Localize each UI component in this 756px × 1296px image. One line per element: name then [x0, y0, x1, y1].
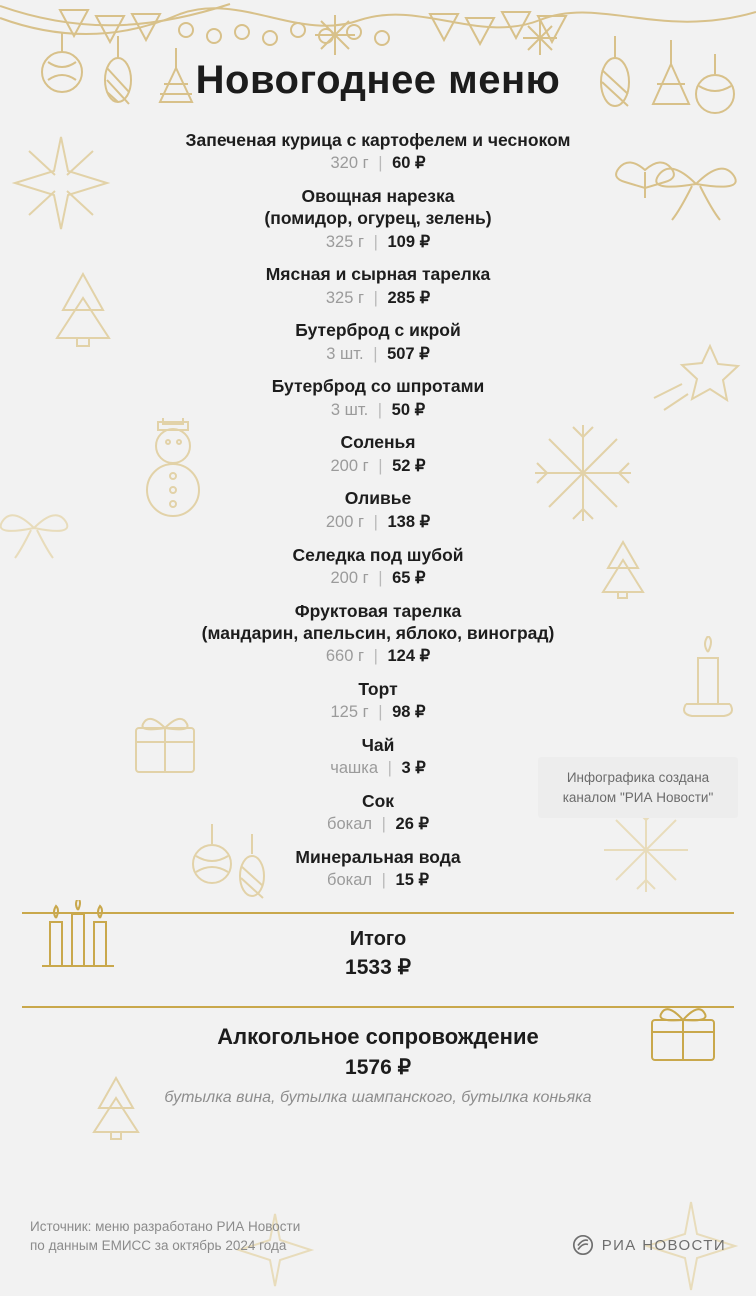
menu-item-qty: 3 шт.	[326, 344, 364, 363]
menu-item-qty: бокал	[327, 871, 373, 890]
menu-item-meta	[30, 512, 726, 533]
menu-item-meta	[30, 702, 726, 723]
menu-item-name: Бутерброд со шпротами	[271, 376, 485, 397]
footer	[0, 1217, 756, 1280]
menu-item-name: Минеральная вода	[295, 846, 461, 867]
source-note	[30, 1217, 300, 1256]
menu-item-price: 138 ₽	[387, 512, 431, 531]
menu-item-qty: 200 г	[330, 568, 369, 587]
menu-item-name: Бутерброд с икрой	[295, 320, 461, 341]
menu-item-meta	[30, 870, 726, 891]
separator: |	[373, 512, 378, 531]
menu-item-qty: 200 г	[325, 512, 365, 531]
menu-item-sub: (мандарин, апельсин, яблоко, виноград)	[201, 622, 555, 643]
separator: |	[373, 288, 378, 307]
ria-logo-icon	[572, 1234, 594, 1256]
menu-item-meta	[30, 288, 726, 309]
menu-item-meta	[30, 568, 726, 589]
brand-name: РИА НОВОСТИ	[601, 1236, 726, 1254]
menu-item	[30, 846, 726, 891]
separator: |	[373, 232, 378, 251]
total-label: Итого	[349, 927, 407, 950]
menu-item	[30, 263, 726, 308]
menu-item-price: 285 ₽	[387, 288, 431, 307]
menu-item-qty: чашка	[330, 759, 379, 778]
menu-item-meta	[30, 400, 726, 421]
page-title: Новогоднее меню	[195, 58, 561, 102]
separator: |	[381, 871, 386, 890]
menu-item-name: Сок	[361, 790, 395, 811]
menu-item	[30, 431, 726, 476]
menu-item-qty: 125 г	[330, 703, 369, 722]
menu-item	[30, 678, 726, 723]
menu-item-sub: (помидор, огурец, зелень)	[264, 208, 492, 229]
menu-item-price: 15 ₽	[395, 871, 429, 890]
menu-item-meta	[30, 456, 726, 477]
menu-item-name: Селедка под шубой	[292, 544, 464, 565]
total-value: 1533 ₽	[345, 955, 411, 979]
alcohol-value: 1576 ₽	[345, 1055, 411, 1079]
menu-item	[30, 375, 726, 420]
menu-item-price: 60 ₽	[392, 154, 426, 173]
menu-item-qty: 325 г	[325, 288, 365, 307]
menu-item-name: Торт	[358, 678, 398, 699]
menu-item-price: 26 ₽	[395, 815, 429, 834]
credit-badge: Инфографика создана каналом "РИА Новости"	[538, 757, 738, 818]
separator: |	[377, 400, 383, 419]
menu-item-name: Фруктовая тарелка	[294, 600, 462, 621]
menu-item-meta	[30, 646, 726, 667]
separator: |	[378, 154, 383, 173]
separator: |	[381, 815, 386, 834]
menu-item	[30, 600, 726, 667]
menu-item	[30, 185, 726, 252]
separator: |	[378, 456, 383, 475]
separator: |	[387, 759, 392, 778]
total-block	[0, 914, 756, 996]
menu-item-price: 50 ₽	[391, 400, 426, 419]
menu-item-price: 3 ₽	[401, 759, 426, 778]
brand-logo	[572, 1234, 726, 1256]
menu-item-name: Соленья	[340, 432, 416, 453]
menu-item-qty: бокал	[327, 815, 373, 834]
menu-item-name: Мясная и сырная тарелка	[265, 264, 491, 285]
menu-item-qty: 3 шт.	[330, 400, 369, 419]
menu-item-qty: 320 г	[330, 154, 369, 173]
separator: |	[373, 647, 378, 666]
menu-item	[30, 487, 726, 532]
menu-item-name: Оливье	[344, 488, 412, 509]
menu-item-name: Овощная нарезка	[301, 186, 455, 207]
menu-item-qty: 200 г	[330, 456, 369, 475]
alcohol-block	[0, 1008, 756, 1119]
menu-item-meta	[30, 232, 726, 253]
menu-item-price: 109 ₽	[387, 232, 431, 251]
menu-item-price: 124 ₽	[387, 647, 431, 666]
separator: |	[373, 344, 378, 363]
menu-item-qty: 660 г	[325, 647, 365, 666]
menu-item-price: 507 ₽	[387, 344, 430, 363]
menu-item-price: 52 ₽	[392, 456, 426, 475]
source-line-2: по данным ЕМИСС за октябрь 2024 года	[30, 1238, 287, 1254]
alcohol-note: бутылка вина, бутылка шампанского, бутылка коньяка	[164, 1088, 592, 1106]
source-line-1: Источник: меню разработано РИА Новости	[30, 1218, 301, 1234]
menu-item-meta	[30, 153, 726, 174]
menu-item-price: 98 ₽	[392, 703, 426, 722]
menu-item-meta	[30, 344, 726, 365]
menu-item	[30, 129, 726, 174]
menu-item-price: 65 ₽	[392, 568, 426, 587]
menu-item	[30, 319, 726, 364]
menu-item-name: Запеченая курица с картофелем и чесноком	[185, 130, 571, 150]
separator: |	[378, 703, 383, 722]
menu-item-qty: 325 г	[325, 232, 365, 251]
menu-item	[30, 544, 726, 589]
separator: |	[378, 568, 383, 587]
menu-item-name: Чай	[361, 734, 395, 755]
alcohol-label: Алкогольное сопровождение	[217, 1023, 539, 1049]
